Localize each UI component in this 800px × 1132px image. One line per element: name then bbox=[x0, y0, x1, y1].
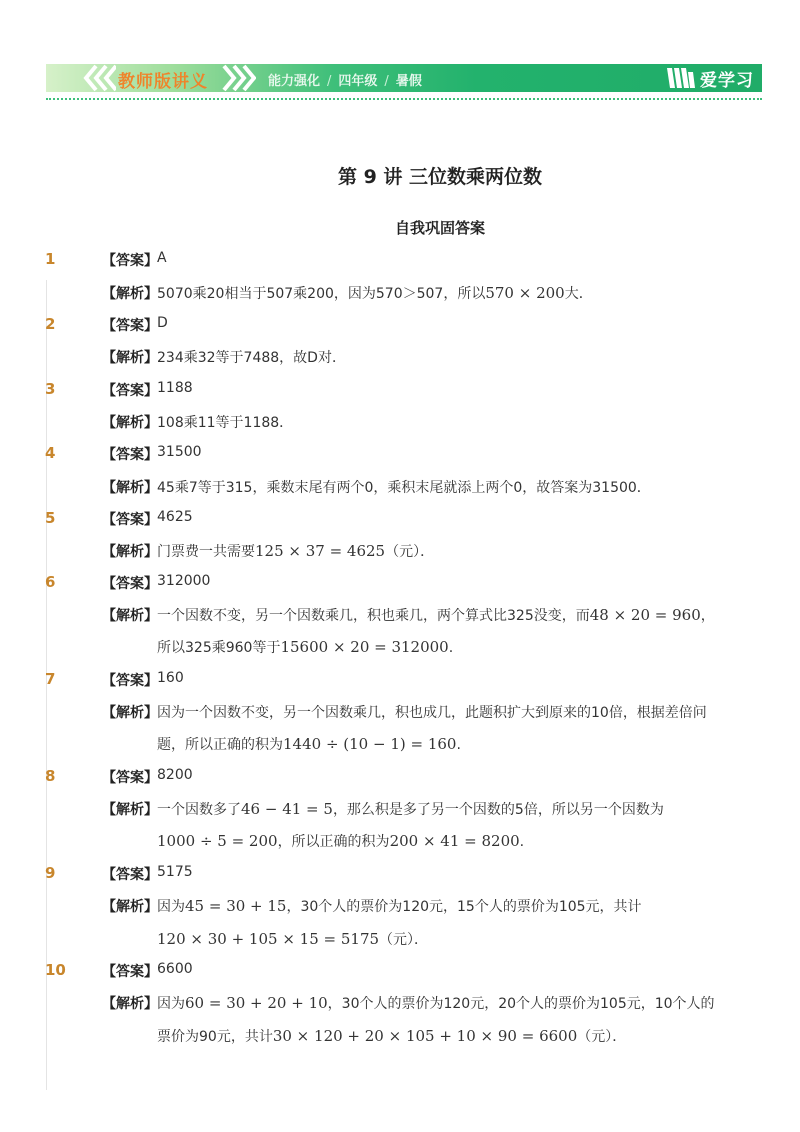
answer-label: 【答案】 bbox=[102, 576, 158, 592]
question-number: 6 bbox=[45, 573, 56, 591]
chevron-left-icon bbox=[82, 64, 116, 92]
answer-value: 160 bbox=[157, 670, 184, 686]
breadcrumb-separator: / bbox=[327, 74, 332, 89]
question-number: 9 bbox=[45, 864, 56, 882]
analysis-label: 【解析】 bbox=[102, 415, 158, 431]
analysis-text: 234乘32等于7488，故D对． bbox=[157, 350, 346, 366]
math-expression: 48 × 20 = 960 bbox=[589, 606, 701, 624]
answer-value: D bbox=[157, 315, 168, 331]
answer-label: 【答案】 bbox=[102, 770, 158, 786]
analysis-label: 【解析】 bbox=[102, 350, 158, 366]
math-expression: 45 = 30 + 15 bbox=[185, 897, 287, 915]
answer-label: 【答案】 bbox=[102, 867, 158, 883]
brand-logo bbox=[666, 64, 754, 92]
analysis-text: 票价为90元，共计30 × 120 + 20 × 105 + 10 × 90 = 6600（元）． bbox=[157, 1027, 627, 1045]
math-expression: 1440 ÷ (10 − 1) = 160 bbox=[283, 735, 457, 753]
analysis-label: 【解析】 bbox=[102, 899, 158, 915]
analysis-label: 【解析】 bbox=[102, 608, 158, 624]
question-number: 1 bbox=[45, 250, 56, 268]
analysis-text: 门票费一共需要125 × 37 = 4625（元）． bbox=[157, 542, 435, 560]
math-expression: 15600 × 20 = 312000 bbox=[280, 638, 449, 656]
question-number: 8 bbox=[45, 767, 56, 785]
answer-label: 【答案】 bbox=[102, 447, 158, 463]
math-expression: 200 × 41 = 8200 bbox=[389, 832, 520, 850]
analysis-label: 【解析】 bbox=[102, 996, 158, 1012]
math-expression: 1000 ÷ 5 = 200 bbox=[157, 832, 278, 850]
math-expression: 30 × 120 + 20 × 105 + 10 × 90 = 6600 bbox=[272, 1027, 578, 1045]
question-number: 4 bbox=[45, 444, 56, 462]
answer-label: 【答案】 bbox=[102, 253, 158, 269]
answer-label: 【答案】 bbox=[102, 512, 158, 528]
analysis-label: 【解析】 bbox=[102, 802, 158, 818]
analysis-text: 因为60 = 30 + 20 + 10，30个人的票价为120元，20个人的票价为105元，10个人的 bbox=[157, 994, 715, 1012]
math-expression: 60 = 30 + 20 + 10 bbox=[185, 994, 328, 1012]
question-number: 2 bbox=[45, 315, 56, 333]
question-number: 3 bbox=[45, 380, 56, 398]
analysis-text: 一个因数多了46 − 41 = 5，那么积是多了另一个因数的5倍，所以另一个因数为 bbox=[157, 800, 664, 818]
analysis-text: 因为45 = 30 + 15，30个人的票价为120元，15个人的票价为105元，共计 bbox=[157, 897, 642, 915]
question-number: 7 bbox=[45, 670, 56, 688]
analysis-text: 一个因数不变，另一个因数乘几，积也乘几，两个算式比325没变，而48 × 20 = 960， bbox=[157, 606, 715, 624]
answer-value: 6600 bbox=[157, 961, 193, 977]
analysis-label: 【解析】 bbox=[102, 480, 158, 496]
breadcrumb-item: 能力强化 bbox=[268, 74, 321, 89]
header-divider bbox=[46, 98, 762, 100]
math-expression: 570 × 200 bbox=[485, 284, 565, 302]
analysis-text: 5070乘20相当于507乘200，因为570＞507，所以570 × 200大． bbox=[157, 284, 593, 302]
teacher-edition-badge: 教师版讲义 bbox=[118, 72, 208, 92]
analysis-text: 108乘11等于1188． bbox=[157, 415, 294, 431]
question-number: 10 bbox=[45, 961, 66, 979]
answer-label: 【答案】 bbox=[102, 964, 158, 980]
math-expression: 46 − 41 = 5 bbox=[241, 800, 333, 818]
answer-value: 5175 bbox=[157, 864, 193, 880]
analysis-text: 45乘7等于315，乘数末尾有两个0，乘积末尾就添上两个0，故答案为31500． bbox=[157, 480, 651, 496]
analysis-text: 1000 ÷ 5 = 200，所以正确的积为200 × 41 = 8200. bbox=[157, 832, 525, 850]
breadcrumb bbox=[268, 70, 422, 89]
answer-value: 4625 bbox=[157, 509, 193, 525]
math-expression: 120 × 30 + 105 × 15 = 5175 bbox=[157, 930, 380, 948]
breadcrumb-item: 四年级 bbox=[338, 74, 378, 89]
breadcrumb-item: 暑假 bbox=[395, 74, 422, 89]
analysis-label: 【解析】 bbox=[102, 286, 158, 302]
answer-label: 【答案】 bbox=[102, 673, 158, 689]
answer-value: 1188 bbox=[157, 380, 193, 396]
answer-value: 312000 bbox=[157, 573, 211, 589]
answer-value: 31500 bbox=[157, 444, 202, 460]
answer-value: A bbox=[157, 250, 167, 266]
chevron-right-icon bbox=[222, 64, 256, 92]
math-expression: 125 × 37 = 4625 bbox=[255, 542, 386, 560]
analysis-label: 【解析】 bbox=[102, 705, 158, 721]
answer-label: 【答案】 bbox=[102, 318, 158, 334]
section-title: 自我巩固答案 bbox=[394, 219, 485, 237]
analysis-text: 题，所以正确的积为1440 ÷ (10 − 1) = 160. bbox=[157, 735, 461, 753]
analysis-text: 所以325乘960等于15600 × 20 = 312000. bbox=[157, 638, 454, 656]
brand-name: 爱学习 bbox=[700, 70, 754, 91]
analysis-text: 因为一个因数不变，另一个因数乘几，积也成几，此题积扩大到原来的10倍，根据差倍问 bbox=[157, 705, 707, 721]
question-number: 5 bbox=[45, 509, 56, 527]
analysis-text: 120 × 30 + 105 × 15 = 5175（元）． bbox=[157, 930, 429, 948]
answer-value: 8200 bbox=[157, 767, 193, 783]
answer-label: 【答案】 bbox=[102, 383, 158, 399]
page-title: 第 9 讲 三位数乘两位数 bbox=[337, 166, 543, 188]
analysis-label: 【解析】 bbox=[102, 544, 158, 560]
header-banner bbox=[46, 64, 762, 92]
brand-mark-icon bbox=[666, 66, 696, 90]
breadcrumb-separator: / bbox=[384, 74, 389, 89]
